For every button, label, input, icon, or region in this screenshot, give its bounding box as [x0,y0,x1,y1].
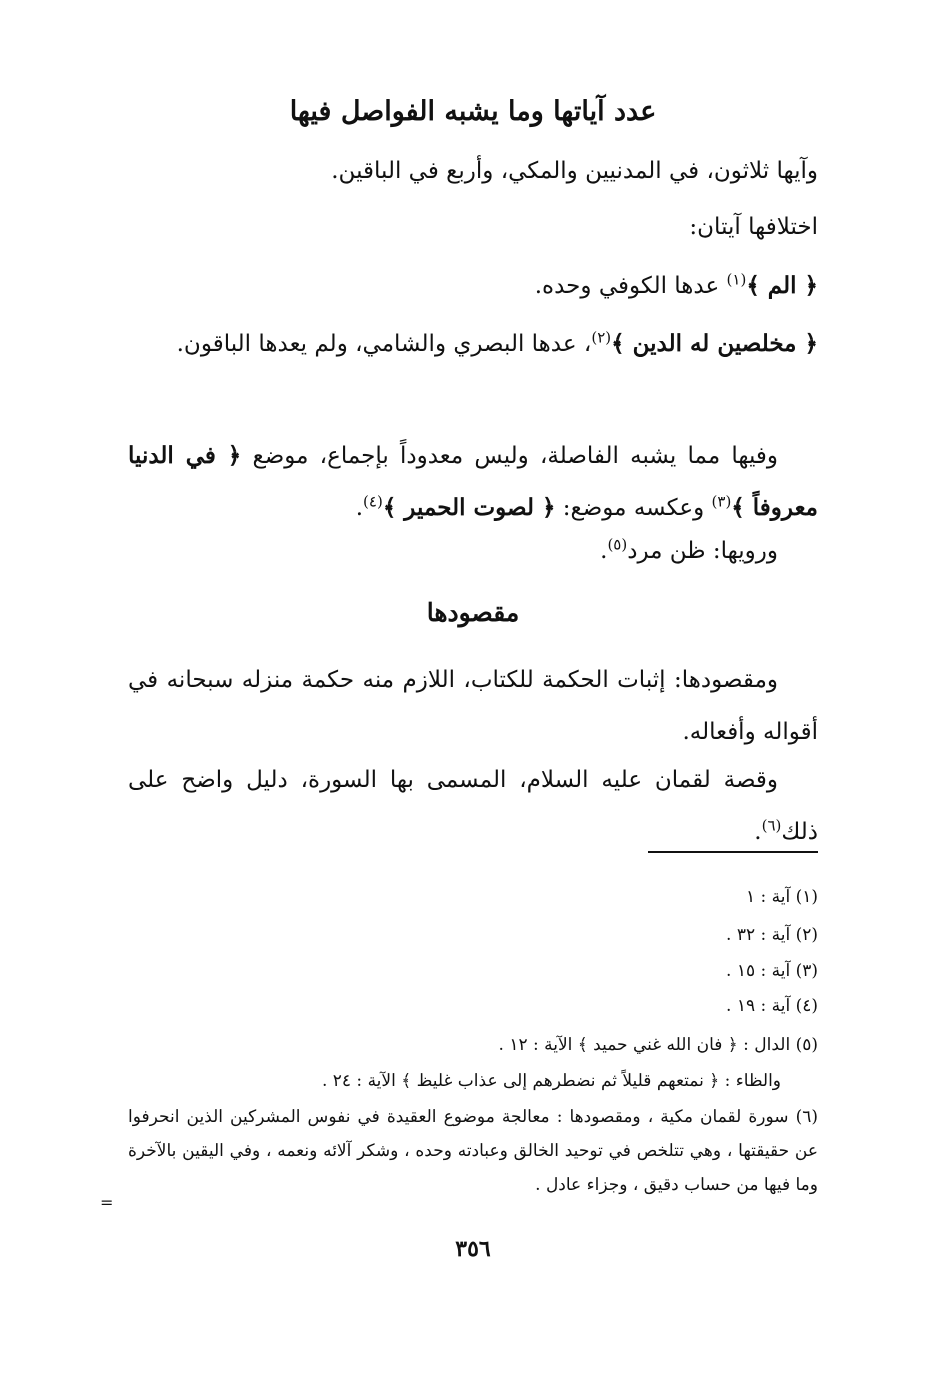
paragraph-text: . [754,819,762,845]
footnote-1: (١) آية : ١ [745,887,818,907]
footnote-6: (٦) سورة لقمان مكية ، ومقصودها : معالجة موضوع العقيدة في نفوس المشركين الذين انحرفوا عن حقيقتها ، وهي تتلخص في توحيد الخالق وعبادته وحده ، وشكر آلائه ونعمه ، وفي اليقين بالآخرة وما فيها من حساب دقيق ، وجزاء عادل . [128,1107,818,1195]
footnote-ref: (٢) [591,328,612,347]
section-title-purpose: مقصودها [426,598,520,627]
paragraph-text: وقصة لقمان عليه السلام، المسمى بها السورة، دليل واضح على ذلك [128,767,818,845]
quran-quote: ﴿ لصوت الحمير ﴾ [382,494,556,521]
page-number: ٣٥٦ [455,1236,491,1262]
paragraph-text: . [355,495,364,521]
footnote-ref: (٤) [363,492,383,511]
footnote-ref: (٦) [761,816,782,835]
footnote-ref: (٣) [711,492,732,511]
footnote-3: (٣) آية : ١٥ . [726,961,818,981]
footnote-5-zaa: والظاء : ﴿ نمتعهم قليلاً ثم نضطرهم إلى عذاب غليظ ﴾ الآية : ٢٤ . [321,1071,781,1091]
quran-quote: ﴿ الم ﴾ [746,272,818,299]
paragraph-text: ورويها: ظن مرد [627,538,778,564]
quran-quote: ﴿ مخلصين له الدين ﴾ [611,330,818,357]
paragraph-text: وفيها مما يشبه الفاصلة، وليس معدوداً بإجماع، موضع [241,443,778,469]
item-text: ، عدها البصري والشامي، ولم يعدها الباقون. [176,331,592,357]
luqman-paragraph [128,754,818,858]
purpose-paragraph: ومقصودها: إثبات الحكمة للكتاب، اللازم منه حكمة منزله سبحانه في أقواله وأفعاله. [128,667,818,745]
paragraph-text: . [600,538,608,564]
footnote-5-dal: (٥) الدال : ﴿ فان الله غني حميد ﴾ الآية : ١٢ . [498,1035,818,1055]
rawi-paragraph [600,535,778,564]
similar-to-fasila-paragraph [128,430,818,534]
difference-intro: اختلافها آيتان: [689,214,818,240]
difference-item-1 [535,272,818,299]
paragraph-text: وعكسه موضع: [555,495,712,521]
section-title-verse-count: عدد آياتها وما يشبه الفواصل فيها [289,96,657,127]
footnote-2: (٢) آية : ٣٢ . [726,925,818,945]
footnote-ref: (١) [726,270,747,289]
footnote-ref: (٥) [607,535,628,554]
quran-quote: ﴿ في الدنيا معروفاً ﴾ [128,442,818,521]
footnote-divider [648,851,818,853]
margin-mark: = [100,1193,114,1212]
verse-count-paragraph: وآيها ثلاثون، في المدنيين والمكي، وأربع في الباقين. [331,158,818,184]
item-text: عدها الكوفي وحده. [534,273,727,299]
difference-item-2 [128,318,818,370]
footnote-4: (٤) آية : ١٩ . [726,996,818,1016]
